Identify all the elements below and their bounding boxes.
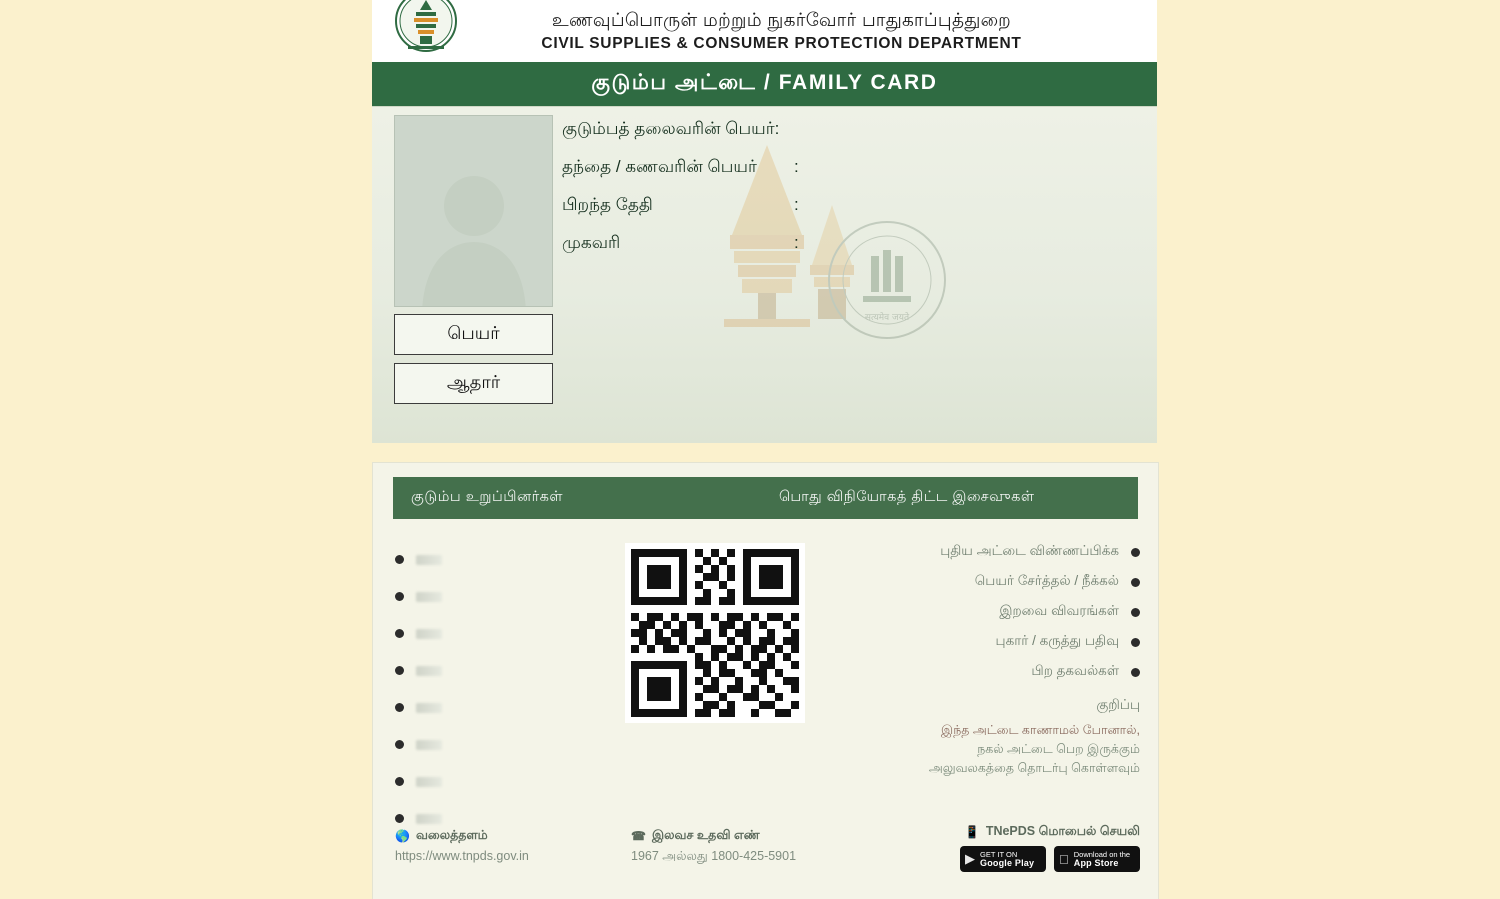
family-card-front <box>372 0 1157 443</box>
list-item <box>840 657 1140 687</box>
footer-helpline-number: 1967 அல்லது 1800-425-5901 <box>631 849 797 863</box>
footer-website <box>395 828 529 863</box>
app-store-small: Download on the <box>1064 850 1121 859</box>
services-column-heading: பொது விநியோகத் திட்ட ‌இ‌ச‌ை‌வ‌ுகள் <box>779 489 1035 505</box>
note-line: நகல் அட்டை பெற இருக்கும் <box>977 742 1140 756</box>
member-name-redacted <box>416 666 442 676</box>
bullet-icon <box>1131 638 1140 647</box>
play-store-small: GET IT ON <box>980 850 1018 859</box>
department-header <box>372 0 1157 62</box>
member-name-redacted <box>416 814 442 824</box>
bullet-icon <box>395 592 404 601</box>
member-name-redacted <box>416 703 442 713</box>
list-item <box>840 597 1140 627</box>
department-name-english: CIVIL SUPPLIES & CONSUMER PROTECTION DEPARTMENT <box>541 35 1022 52</box>
note-line: இந்த அட்டை காணாமல் போனால், <box>941 723 1140 737</box>
field-colon: : <box>794 233 799 252</box>
family-card-back <box>372 462 1159 899</box>
person-silhouette-icon <box>414 162 534 307</box>
app-store-text <box>1064 850 1130 868</box>
list-item <box>395 689 615 726</box>
play-store-icon: ▶ <box>965 851 975 866</box>
member-name-redacted <box>416 777 442 787</box>
list-item <box>840 627 1140 657</box>
list-item <box>395 541 615 578</box>
qr-code-icon <box>631 549 799 717</box>
bullet-icon <box>395 666 404 675</box>
footer-app-head <box>960 824 1140 840</box>
list-item <box>395 652 615 689</box>
cardholder-photo <box>394 115 553 307</box>
members-column-heading: குடும்ப உறுப்பினர்கள் <box>411 489 564 505</box>
field-colon: : <box>794 157 799 176</box>
bullet-icon <box>395 703 404 712</box>
aadhaar-chip-label: ஆதார் <box>446 372 501 392</box>
bullet-icon <box>1131 668 1140 677</box>
member-name-redacted <box>416 740 442 750</box>
qr-code <box>625 543 805 723</box>
globe-icon: 🌎 <box>395 829 410 843</box>
bullet-icon <box>1131 548 1140 557</box>
field-label: முகவரி <box>562 233 621 252</box>
list-item <box>395 615 615 652</box>
member-name-redacted <box>416 629 442 639</box>
list-item <box>840 537 1140 567</box>
name-chip <box>394 314 553 355</box>
cardholder-field-list <box>562 119 992 271</box>
field-head-of-family <box>562 119 992 157</box>
family-card-title-band <box>372 62 1157 106</box>
bullet-icon <box>395 555 404 564</box>
list-item <box>840 567 1140 597</box>
service-label: புதிய அட்டை விண்ணப்பிக்க <box>940 543 1119 558</box>
back-header-band <box>393 477 1138 519</box>
bullet-icon <box>1131 578 1140 587</box>
card-back-footer <box>395 824 1140 890</box>
note-line: அலுவலகத்தை தொடர்பு கொள்ளவும் <box>928 761 1140 775</box>
play-store-big: Google Play <box>980 858 1035 868</box>
list-item <box>395 726 615 763</box>
phone-icon: ☎ <box>631 829 646 843</box>
card-front-body <box>372 106 1157 443</box>
tamil-nadu-state-emblem-icon <box>394 0 458 58</box>
department-title-block <box>541 7 1021 55</box>
bullet-icon <box>395 777 404 786</box>
footer-website-url[interactable]: https://www.tnpds.gov.in <box>395 849 529 863</box>
service-label: பிற தகவல்கள் <box>1031 663 1119 678</box>
field-address <box>562 233 992 271</box>
bullet-icon <box>395 629 404 638</box>
family-card-title: குடும்ப அட்டை / FAMILY CARD <box>591 71 938 94</box>
note-body <box>840 721 1140 778</box>
field-label: தந்தை / கணவரின் பெயர் <box>562 157 757 176</box>
family-members-list <box>395 541 615 837</box>
member-name-redacted <box>416 555 442 565</box>
footer-helpline-head <box>631 828 796 844</box>
footer-helpline <box>631 828 796 865</box>
footer-app-label: TNePDS மொபைல் செயலி <box>985 824 1140 838</box>
play-store-text <box>980 850 1034 868</box>
name-chip-label: பெயர் <box>447 323 500 343</box>
app-store-badge[interactable] <box>1054 846 1140 872</box>
services-list <box>840 537 1140 778</box>
app-store-icon <box>1059 852 1069 867</box>
department-name-tamil: உணவுப்பொருள் மற்றும் நுகர்வோர் பாதுகாப்புத்துறை <box>551 9 1012 30</box>
service-label: பெயர் சேர்த்தல் / நீக்கல் <box>974 573 1119 588</box>
field-date-of-birth <box>562 195 992 233</box>
field-colon: : <box>794 195 799 214</box>
note-title: குறிப்பு <box>1096 697 1140 712</box>
footer-website-head <box>395 828 529 844</box>
field-label: பிறந்த தேதி <box>562 195 653 214</box>
bullet-icon <box>1131 608 1140 617</box>
field-father-husband-name <box>562 157 992 195</box>
svg-text:सत्यमेव जयते: सत्यमेव जयते <box>864 313 910 323</box>
footer-helpline-label: இலவச உதவி எண் <box>651 828 760 842</box>
list-item <box>395 578 615 615</box>
member-name-redacted <box>416 592 442 602</box>
play-store-badge[interactable] <box>960 846 1046 872</box>
aadhaar-chip <box>394 363 553 404</box>
bullet-icon <box>395 814 404 823</box>
footer-mobile-app <box>960 824 1140 872</box>
field-label: குடும்பத் தலைவரின் பெயர்: <box>562 119 780 138</box>
service-label: இறவை விவரங்கள் <box>999 603 1119 618</box>
service-label: புகார் / கருத்து பதிவு <box>995 633 1119 648</box>
footer-website-label: வலைத்தளம் <box>415 828 488 842</box>
bullet-icon <box>395 740 404 749</box>
app-store-big: App Store <box>1064 858 1109 868</box>
store-badges <box>960 846 1140 872</box>
mobile-icon: 📱 <box>964 825 980 839</box>
list-item <box>395 763 615 800</box>
